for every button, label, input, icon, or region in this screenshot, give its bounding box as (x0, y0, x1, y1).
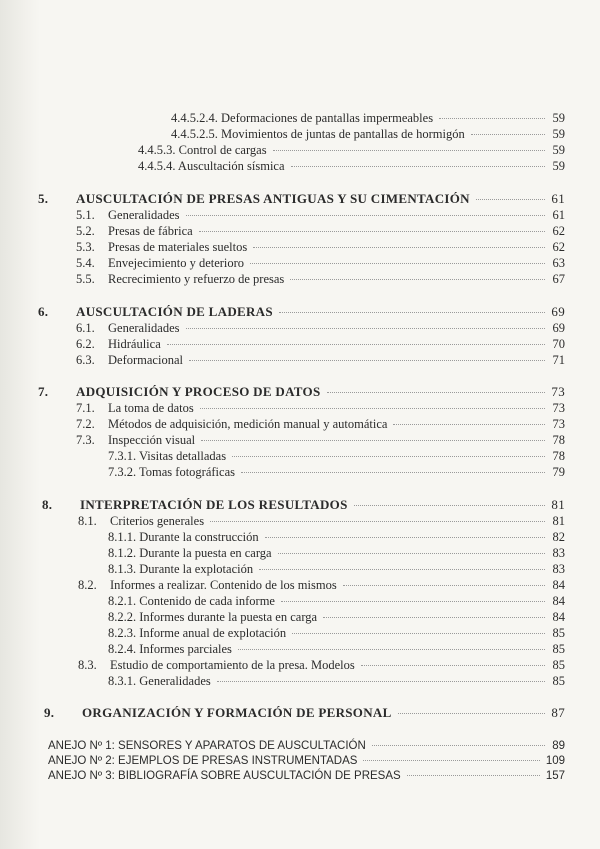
dot-leader (167, 344, 545, 345)
entry-title: ANEJO Nº 3: BIBLIOGRAFÍA SOBRE AUSCULTACIÓN DE PRESAS (48, 770, 401, 782)
entry-page: 85 (552, 674, 565, 688)
entry-page: 83 (552, 562, 565, 576)
dot-leader (210, 521, 545, 522)
entry-page: 67 (552, 272, 565, 286)
dot-leader (291, 166, 545, 167)
entry-number: 5.5. (76, 272, 95, 286)
entry-page: 69 (552, 321, 565, 335)
entry-title: 4.4.5.2.4. Deformaciones de pantallas impermeables (171, 111, 434, 125)
entry-page: 84 (552, 594, 565, 608)
dot-leader (292, 633, 545, 634)
chapter-number: 5. (38, 191, 49, 206)
entry-title: Recrecimiento y refuerzo de presas (108, 272, 285, 286)
entry-title: ANEJO Nº 2: EJEMPLOS DE PRESAS INSTRUMENTADAS (48, 755, 358, 767)
toc-entry-5-3[interactable] (76, 240, 565, 254)
entry-title: 8.2.4. Informes parciales (108, 642, 232, 656)
entry-page: 59 (552, 143, 565, 157)
chapter-number: 8. (42, 497, 53, 512)
dot-leader (186, 328, 546, 329)
entry-page: 61 (552, 208, 565, 222)
entry-number: 8.2. (78, 578, 97, 592)
toc-entry-4-4-5-3[interactable] (138, 143, 565, 157)
dot-leader (273, 150, 545, 151)
entry-page: 109 (545, 755, 565, 767)
entry-page: 73 (551, 384, 565, 399)
dot-leader (217, 681, 545, 682)
dot-leader (354, 505, 545, 506)
entry-number: 7.1. (76, 401, 95, 415)
entry-title: Informes a realizar. Contenido de los mismos (110, 578, 337, 592)
entry-title: 8.1.3. Durante la explotación (108, 562, 254, 576)
dot-leader (250, 263, 545, 264)
toc-entry-8-3-1[interactable] (108, 674, 565, 688)
entry-page: 85 (552, 626, 565, 640)
entry-number: 7.2. (76, 417, 95, 431)
toc-entry-8-1-1[interactable] (108, 530, 565, 544)
entry-title: 8.2.3. Informe anual de explotación (108, 626, 287, 640)
toc-entry-8-2-3[interactable] (108, 626, 565, 640)
toc-anejo-3[interactable] (48, 769, 565, 783)
dot-leader (241, 472, 545, 473)
toc-entry-6-1[interactable] (76, 321, 565, 335)
entry-page: 84 (552, 578, 565, 592)
toc-entry-5-5[interactable] (76, 272, 565, 286)
entry-title: 4.4.5.4. Auscultación sísmica (138, 159, 285, 173)
entry-number: 7.3. (76, 433, 95, 447)
entry-page: 69 (551, 304, 565, 319)
entry-page: 85 (552, 658, 565, 672)
dot-leader (279, 312, 545, 313)
dot-leader (238, 649, 545, 650)
dot-leader (200, 408, 545, 409)
chapter-title: ORGANIZACIÓN Y FORMACIÓN DE PERSONAL (82, 705, 392, 720)
entry-page: 70 (552, 337, 565, 351)
chapter-title: AUSCULTACIÓN DE PRESAS ANTIGUAS Y SU CIMENTACIÓN (76, 191, 470, 206)
dot-leader (189, 360, 545, 361)
dot-leader (232, 456, 545, 457)
entry-page: 87 (551, 705, 565, 720)
toc-entry-4-4-5-2-4[interactable] (171, 111, 565, 125)
toc-entry-7-2[interactable] (76, 417, 565, 431)
toc-entry-8-3[interactable] (78, 658, 565, 672)
entry-page: 59 (552, 127, 565, 141)
toc-entry-6-3[interactable] (76, 353, 565, 367)
entry-page: 78 (552, 449, 565, 463)
entry-title: Presas de materiales sueltos (108, 240, 248, 254)
entry-page: 71 (552, 353, 565, 367)
entry-title: 8.2.1. Contenido de cada informe (108, 594, 275, 608)
chapter-title: INTERPRETACIÓN DE LOS RESULTADOS (80, 497, 348, 512)
entry-page: 63 (552, 256, 565, 270)
toc-anejo-1[interactable] (48, 739, 565, 753)
toc-chapter-5[interactable] (38, 192, 565, 206)
toc-entry-7-3[interactable] (76, 433, 565, 447)
chapter-number: 6. (38, 304, 49, 319)
dot-leader (476, 199, 545, 200)
entry-title: Inspección visual (108, 433, 196, 447)
dot-leader (393, 424, 545, 425)
entry-title: Envejecimiento y deterioro (108, 256, 245, 270)
entry-title: La toma de datos (108, 401, 194, 415)
entry-number: 6.3. (76, 353, 95, 367)
entry-number: 5.4. (76, 256, 95, 270)
entry-page: 81 (552, 514, 565, 528)
dot-leader (323, 617, 545, 618)
entry-page: 82 (552, 530, 565, 544)
entry-title: Criterios generales (110, 514, 205, 528)
dot-leader (201, 440, 545, 441)
toc-entry-7-3-2[interactable] (108, 465, 565, 479)
entry-page: 157 (545, 770, 565, 782)
entry-title: 4.4.5.2.5. Movimientos de juntas de pantallas de hormigón (171, 127, 465, 141)
entry-title: Presas de fábrica (108, 224, 193, 238)
dot-leader (372, 745, 545, 746)
entry-title: Generalidades (108, 321, 180, 335)
entry-page: 84 (552, 610, 565, 624)
dot-leader (343, 585, 545, 586)
toc-entry-7-1[interactable] (76, 401, 565, 415)
dot-leader (327, 392, 546, 393)
toc-entry-8-2-4[interactable] (108, 642, 565, 656)
entry-title: Hidráulica (108, 337, 161, 351)
entry-page: 85 (552, 642, 565, 656)
chapter-number: 9. (44, 705, 55, 720)
toc-entry-8-2-2[interactable] (108, 610, 565, 624)
toc-anejo-2[interactable] (48, 754, 565, 768)
entry-number: 5.1. (76, 208, 95, 222)
dot-leader (278, 553, 545, 554)
toc-entry-8-2-1[interactable] (108, 594, 565, 608)
dot-leader (363, 760, 539, 761)
entry-title: ANEJO Nº 1: SENSORES Y APARATOS DE AUSCULTACIÓN (48, 740, 366, 752)
toc-entry-8-1-3[interactable] (108, 562, 565, 576)
entry-page: 78 (552, 433, 565, 447)
entry-page: 59 (552, 111, 565, 125)
entry-page: 61 (551, 191, 565, 206)
entry-title: 4.4.5.3. Control de cargas (138, 143, 267, 157)
toc-entry-5-2[interactable] (76, 224, 565, 238)
entry-title: 7.3.2. Tomas fotográficas (108, 465, 235, 479)
dot-leader (259, 569, 545, 570)
dot-leader (439, 118, 545, 119)
dot-leader (407, 775, 540, 776)
chapter-title: ADQUISICIÓN Y PROCESO DE DATOS (76, 384, 321, 399)
entry-page: 81 (551, 497, 565, 512)
entry-title: Estudio de comportamiento de la presa. Modelos (110, 658, 355, 672)
toc-entry-5-1[interactable] (76, 208, 565, 222)
toc-entry-4-4-5-4[interactable] (138, 159, 565, 173)
entry-number: 6.2. (76, 337, 95, 351)
entry-page: 73 (552, 417, 565, 431)
entry-page: 62 (552, 224, 565, 238)
dot-leader (471, 134, 545, 135)
dot-leader (361, 665, 545, 666)
dot-leader (265, 537, 545, 538)
dot-leader (281, 601, 545, 602)
dot-leader (253, 247, 545, 248)
toc-entry-8-1-2[interactable] (108, 546, 565, 560)
entry-page: 83 (552, 546, 565, 560)
entry-number: 6.1. (76, 321, 95, 335)
entry-page: 79 (552, 465, 565, 479)
toc-chapter-7[interactable] (38, 385, 565, 399)
dot-leader (290, 279, 545, 280)
toc-entry-6-2[interactable] (76, 337, 565, 351)
dot-leader (186, 215, 546, 216)
entry-title: Generalidades (108, 208, 180, 222)
toc-entry-5-4[interactable] (76, 256, 565, 270)
entry-number: 8.3. (78, 658, 97, 672)
entry-title: Métodos de adquisición, medición manual y automática (108, 417, 388, 431)
toc-entry-4-4-5-2-5[interactable] (171, 127, 565, 141)
dot-leader (199, 231, 545, 232)
entry-title: 8.1.2. Durante la puesta en carga (108, 546, 272, 560)
entry-title: 8.3.1. Generalidades (108, 674, 211, 688)
toc-chapter-6[interactable] (38, 305, 565, 319)
entry-title: 8.1.1. Durante la construcción (108, 530, 259, 544)
entry-title: Deformacional (108, 353, 183, 367)
entry-page: 73 (552, 401, 565, 415)
toc-entry-8-1[interactable] (78, 514, 565, 528)
entry-title: 7.3.1. Visitas detalladas (108, 449, 227, 463)
toc-entry-7-3-1[interactable] (108, 449, 565, 463)
entry-page: 59 (552, 159, 565, 173)
chapter-number: 7. (38, 384, 49, 399)
chapter-title: AUSCULTACIÓN DE LADERAS (76, 304, 273, 319)
entry-number: 8.1. (78, 514, 97, 528)
entry-number: 5.2. (76, 224, 95, 238)
toc-chapter-9[interactable] (44, 706, 565, 720)
entry-number: 5.3. (76, 240, 95, 254)
entry-title: 8.2.2. Informes durante la puesta en carga (108, 610, 318, 624)
toc-chapter-8[interactable] (42, 498, 565, 512)
toc-entry-8-2[interactable] (78, 578, 565, 592)
dot-leader (398, 713, 545, 714)
entry-page: 89 (552, 740, 565, 752)
entry-page: 62 (552, 240, 565, 254)
